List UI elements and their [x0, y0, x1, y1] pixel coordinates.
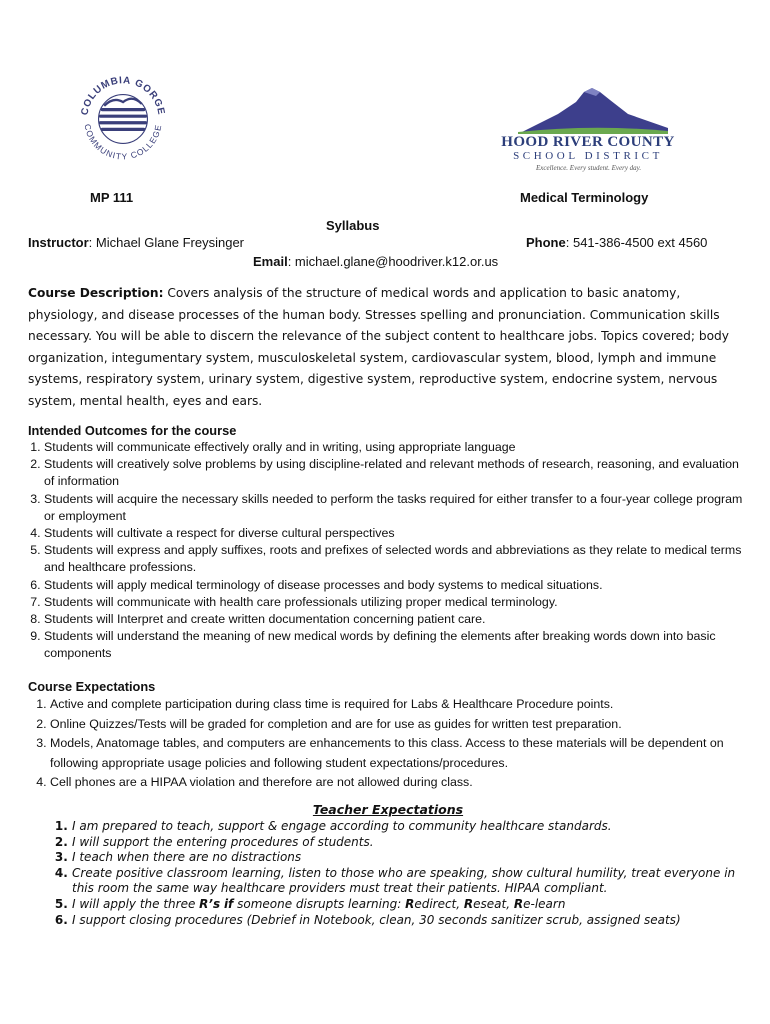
list-item: 7. Students will communicate with health care professionals utilizing proper medical terminology.	[44, 594, 748, 611]
item-emphasis: R	[513, 896, 524, 911]
item-emphasis: if	[223, 896, 234, 911]
teacher-title: Teacher Expectations	[312, 802, 464, 817]
mountain-icon	[518, 84, 668, 134]
list-item: 8. Students will Interpret and create written documentation concerning patient care.	[44, 611, 748, 628]
phone-label: Phone	[526, 235, 566, 250]
phone-line	[526, 235, 707, 250]
columbia-gorge-logo	[76, 72, 170, 166]
instructor-label: Instructor	[28, 235, 89, 250]
list-item: 6. Students will apply medical terminology of disease processes and body systems to medical situations.	[44, 577, 748, 594]
item-emphasis: R	[405, 896, 415, 911]
outcomes-list	[28, 439, 748, 663]
list-item: 6. I support closing procedures (Debrief in Notebook, clean, 30 seconds sanitizer scrub, assigned seats)	[72, 913, 748, 929]
logo-text-top: COLUMBIA GORGE	[79, 75, 167, 117]
expectations-list	[28, 695, 748, 793]
outcomes-section	[28, 422, 748, 663]
course-code: MP 111	[90, 190, 134, 205]
list-item: 5. Students will express and apply suffixes, roots and prefixes of selected words and abbreviations as they relate to medical terms and healthcare professions.	[44, 542, 748, 576]
item-text: I will apply the three	[72, 896, 200, 911]
list-item: 1. I am prepared to teach, support & engage according to community healthcare standards.	[72, 819, 748, 835]
outcomes-title: Intended Outcomes for the course	[28, 423, 237, 438]
list-item: 3. Students will acquire the necessary skills needed to perform the tasks required for either transfer to a four-year college program or employment	[44, 491, 748, 525]
teacher-section	[28, 801, 748, 928]
list-item: 2. Students will creatively solve problems by using discipline-related and relevant methods of research, reasoning, and evaluation of information	[44, 456, 748, 490]
district-tagline: Excellence. Every student. Every day.	[536, 164, 642, 172]
item-text: eseat,	[473, 896, 514, 911]
expectations-section	[28, 678, 748, 793]
list-item: 4. Create positive classroom learning, listen to those who are speaking, show cultural humility, treat everyone in this room the same way healthcare providers must treat their patients. HIPAA compliant.	[72, 866, 748, 897]
list-item: 2. I will support the entering procedures of students.	[72, 835, 748, 851]
course-description	[28, 283, 748, 412]
item-text: e-learn	[523, 896, 566, 911]
district-subtitle: SCHOOL DISTRICT	[513, 150, 663, 162]
list-item: 2. Online Quizzes/Tests will be graded for completion and are for use as guides for written test preparation.	[50, 715, 748, 735]
item-emphasis: R’s	[199, 896, 221, 911]
course-name: Medical Terminology	[520, 190, 649, 205]
email-value: : michael.glane@hoodriver.k12.or.us	[287, 254, 499, 269]
item-text: edirect,	[414, 896, 464, 911]
list-item: 3. I teach when there are no distractions	[72, 850, 748, 866]
list-item: 4. Students will cultivate a respect for diverse cultural perspectives	[44, 525, 748, 542]
list-item: 9. Students will understand the meaning of new medical words by defining the elements after breaking words down into basic components	[44, 628, 748, 662]
phone-value: : 541-386-4500 ext 4560	[565, 235, 708, 250]
district-name: HOOD RIVER COUNTY	[501, 134, 675, 150]
doc-type: Syllabus	[326, 218, 380, 233]
email-line	[253, 254, 498, 269]
item-emphasis: R	[463, 896, 474, 911]
hood-river-logo	[488, 84, 688, 174]
email-label: Email	[253, 254, 288, 269]
expectations-title: Course Expectations	[28, 679, 156, 694]
description-text: Covers analysis of the structure of medical words and application to basic anatomy, physiology, and disease processes of the human body. Stresses spelling and pronunciation. Communication skills necessary. You will be able to discern the relevance of the subject content to healthcare jobs. Topics covered; body organization, integumentary system, musculoskeletal system, cardiovascular system, blood, lymph and immune systems, respiratory system, urinary system, digestive system, reproductive system, endocrine system, nervous system, mental health, eyes and ears.	[28, 286, 729, 408]
item-text: someone disrupts learning:	[233, 896, 406, 911]
list-item: 3. Models, Anatomage tables, and computers are enhancements to this class. Access to these materials will be dependent on following appropriate usage policies and following student expectations/procedures.	[50, 734, 748, 773]
instructor-line	[28, 235, 244, 250]
list-item: 1. Students will communicate effectively orally and in writing, using appropriate language	[44, 439, 748, 456]
list-item	[72, 897, 748, 913]
description-label: Course Description:	[28, 286, 164, 300]
list-item: 1. Active and complete participation during class time is required for Labs & Healthcare Procedure points.	[50, 695, 748, 715]
teacher-list	[28, 819, 748, 928]
list-item: 4. Cell phones are a HIPAA violation and therefore are not allowed during class.	[50, 773, 748, 793]
instructor-name: : Michael Glane Freysinger	[88, 235, 245, 250]
logo-text-bottom: COMMUNITY COLLEGE	[82, 123, 164, 162]
